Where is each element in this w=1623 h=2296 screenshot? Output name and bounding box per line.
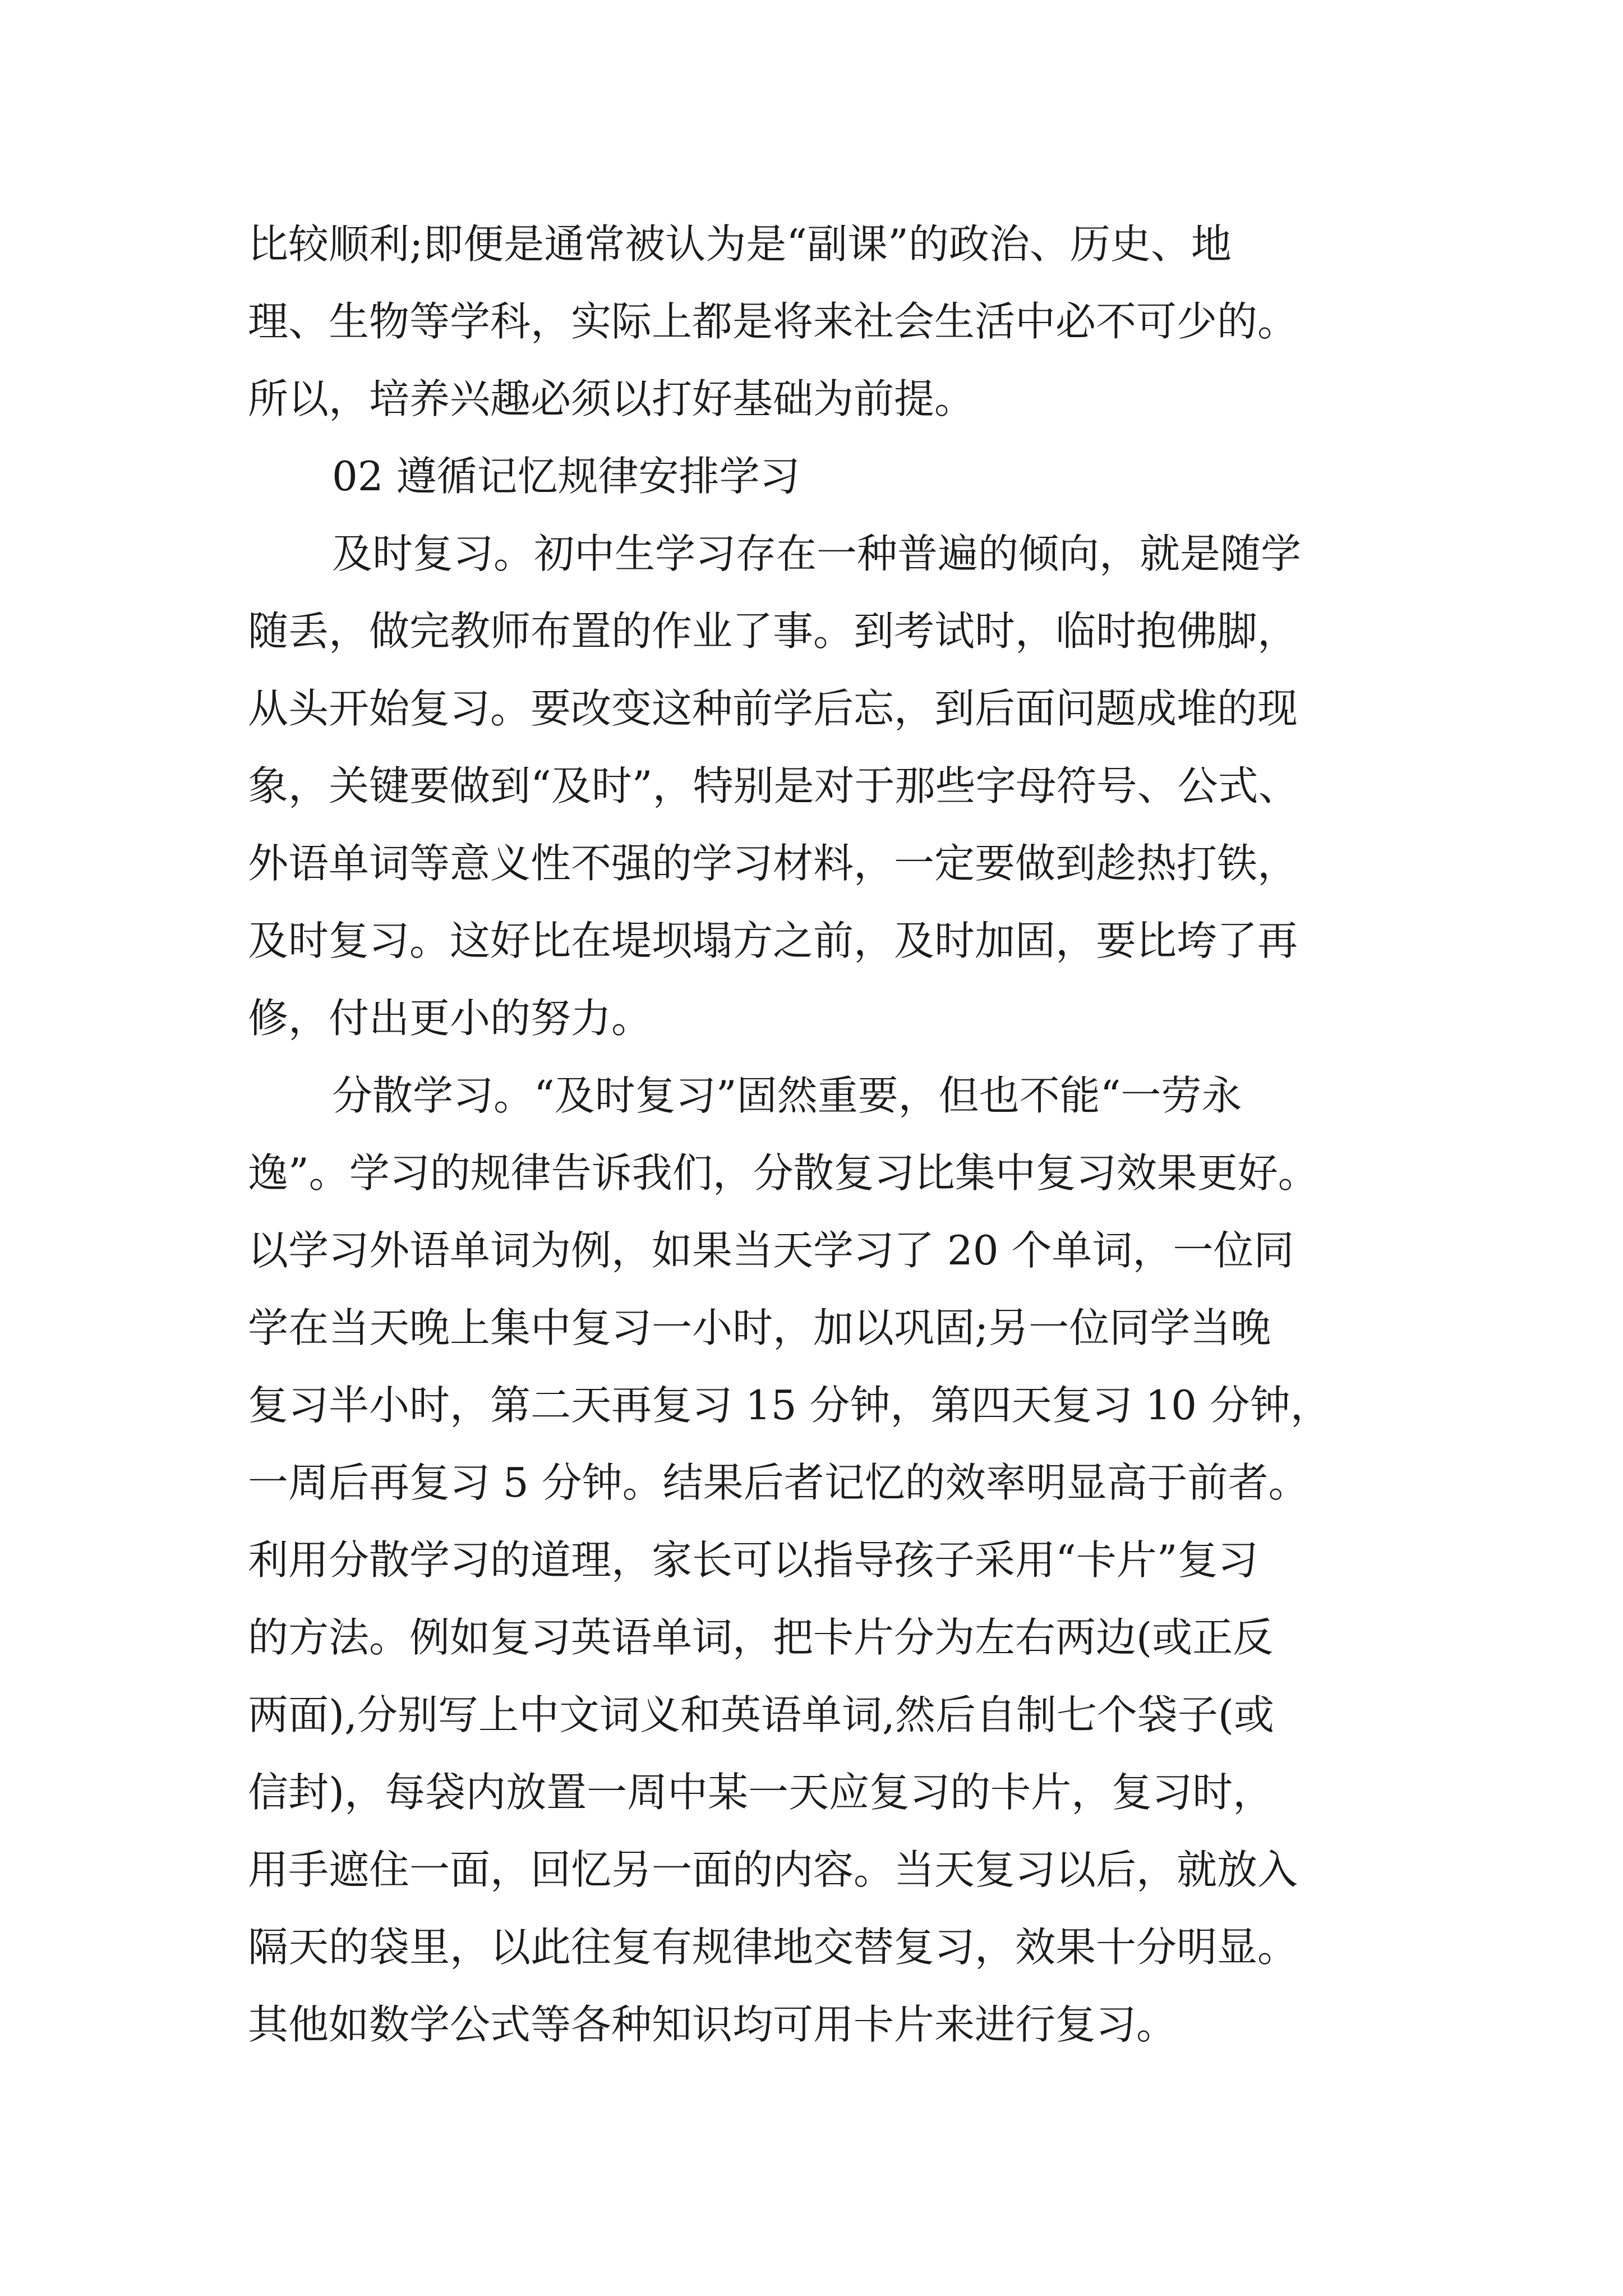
text-line-18: 利用分散学习的道理，家长可以指导孩子采用“卡片”复习 bbox=[248, 1536, 1258, 1584]
text-line-13: 逸”。学习的规律告诉我们，分散复习比集中复习效果更好。 bbox=[248, 1149, 1318, 1197]
text-line-3: 所以，培养兴趣必须以打好基础为前提。 bbox=[248, 375, 975, 422]
text-line-16: 复习半小时，第二天再复习 15 分钟，第四天复习 10 分钟， bbox=[248, 1382, 1331, 1429]
text-line-21: 信封)，每袋内放置一周中某一天应复习的卡片，复习时， bbox=[248, 1769, 1274, 1816]
text-line-1: 比较顺利;即便是通常被认为是“副课”的政治、历史、地 bbox=[248, 220, 1232, 268]
text-line-5: 及时复习。初中生学习存在一种普遍的倾向，就是随学 bbox=[332, 530, 1302, 577]
text-line-23: 隔天的袋里，以此往复有规律地交替复习，效果十分明显。 bbox=[248, 1924, 1298, 1971]
text-line-7: 从头开始复习。要改变这种前学后忘，到后面问题成堆的现 bbox=[248, 685, 1298, 732]
text-line-17: 一周后再复习 5 分钟。结果后者记忆的效率明显高于前者。 bbox=[248, 1459, 1309, 1506]
text-line-6: 随丢，做完教师布置的作业了事。到考试时，临时抱佛脚， bbox=[248, 608, 1298, 655]
text-line-20: 两面),分别写上中文词义和英语单词,然后自制七个袋子(或 bbox=[248, 1691, 1274, 1738]
text-line-2: 理、生物等学科，实际上都是将来社会生活中必不可少的。 bbox=[248, 298, 1298, 345]
text-line-12: 分散学习。“及时复习”固然重要，但也不能“一劳永 bbox=[332, 1072, 1242, 1119]
text-line-10: 及时复习。这好比在堤坝塌方之前，及时加固，要比垮了再 bbox=[248, 917, 1298, 964]
section-heading: 02 遵循记忆规律安排学习 bbox=[332, 453, 800, 500]
text-line-15: 学在当天晚上集中复习一小时，加以巩固;另一位同学当晚 bbox=[248, 1304, 1271, 1351]
text-line-9: 外语单词等意义性不强的学习材料，一定要做到趁热打铁， bbox=[248, 840, 1298, 887]
text-line-24: 其他如数学公式等各种知识均可用卡片来进行复习。 bbox=[248, 2001, 1177, 2048]
text-line-11: 修，付出更小的努力。 bbox=[248, 995, 652, 1042]
text-line-8: 象，关键要做到“及时”，特别是对于那些字母符号、公式、 bbox=[248, 762, 1299, 809]
text-line-19: 的方法。例如复习英语单词，把卡片分为左右两边(或正反 bbox=[248, 1614, 1274, 1661]
text-line-14: 以学习外语单词为例，如果当天学习了 20 个单词，一位同 bbox=[248, 1227, 1294, 1274]
text-line-22: 用手遮住一面，回忆另一面的内容。当天复习以后，就放入 bbox=[248, 1846, 1298, 1893]
